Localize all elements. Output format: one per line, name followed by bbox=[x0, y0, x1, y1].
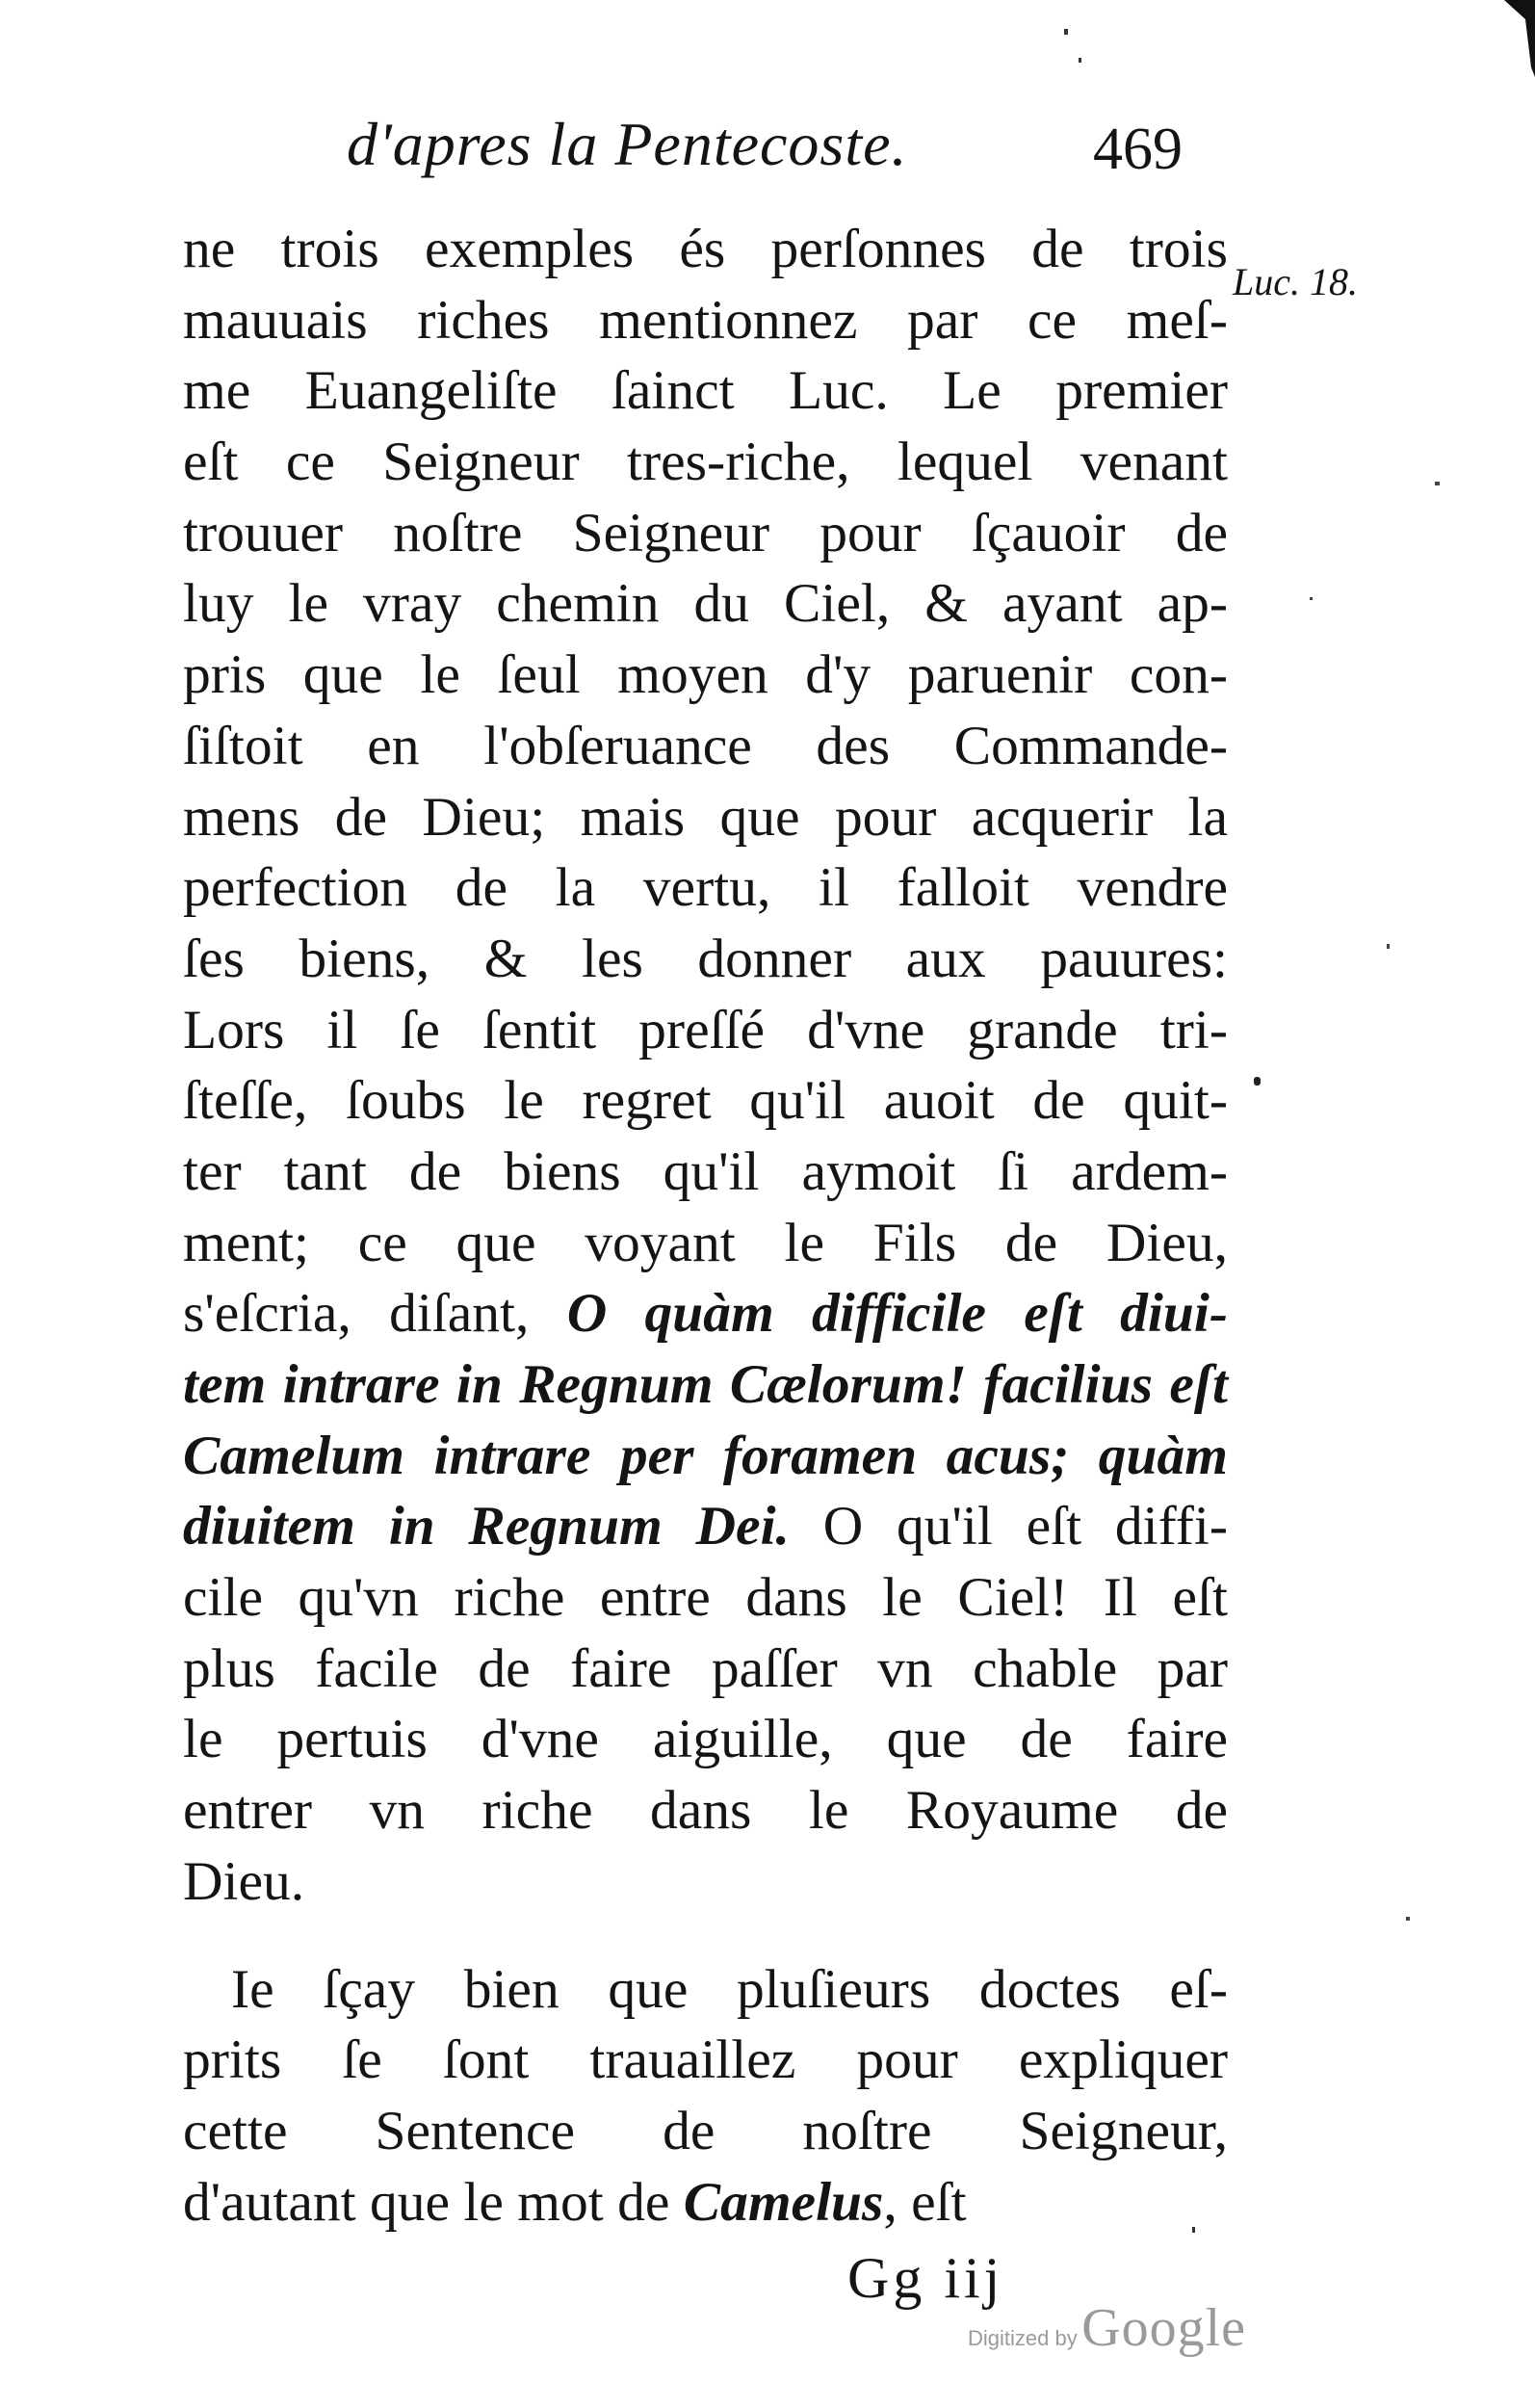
digitized-watermark bbox=[968, 2297, 1246, 2359]
text-line bbox=[183, 711, 1228, 782]
text-line bbox=[183, 782, 1228, 853]
text-span: perfection de la vertu, il falloit vendre bbox=[183, 857, 1228, 919]
scan-speck bbox=[1254, 1077, 1261, 1086]
scan-speck bbox=[1310, 597, 1313, 600]
google-logo: Google bbox=[1081, 2298, 1247, 2358]
text-line bbox=[183, 427, 1228, 498]
scan-speck bbox=[1387, 944, 1390, 949]
text-span: s'eſcria, diſant, bbox=[183, 1283, 567, 1345]
text-span: O qu'il eſt diffi- bbox=[789, 1496, 1228, 1557]
text-span: mauuais riches mentionnez par ce meſ- bbox=[183, 289, 1228, 351]
paragraph bbox=[183, 214, 1228, 1918]
text-line bbox=[183, 1775, 1228, 1846]
text-line bbox=[183, 1846, 1228, 1918]
running-head: d'apres la Pentecoste. bbox=[347, 110, 908, 178]
page-number: 469 bbox=[1093, 117, 1183, 182]
text-span: ment; ce que voyant le Fils de Dieu, bbox=[183, 1212, 1228, 1273]
text-line bbox=[183, 1421, 1228, 1492]
scan-speck bbox=[1406, 1917, 1410, 1921]
text-line bbox=[183, 1208, 1228, 1279]
text-line bbox=[183, 355, 1228, 427]
text-span: cile qu'vn riche entre dans le Ciel! Il eſt bbox=[183, 1567, 1228, 1629]
text-span: , eſt bbox=[883, 2171, 967, 2233]
scan-speck bbox=[1435, 482, 1440, 485]
text-span: d'autant que le mot de bbox=[183, 2171, 684, 2233]
text-span: Lors il ſe ſentit preſſé d'vne grande tri- bbox=[183, 999, 1228, 1060]
latin-quote: tem intrare in Regnum Cælorum! facilius eſt bbox=[183, 1354, 1228, 1415]
latin-quote: Camelus bbox=[683, 2171, 884, 2233]
text-line bbox=[183, 1634, 1228, 1705]
text-line bbox=[183, 640, 1228, 711]
text-line bbox=[183, 1491, 1228, 1562]
body-text bbox=[183, 214, 1228, 2238]
text-span: mens de Dieu; mais que pour acquerir la bbox=[183, 786, 1228, 848]
text-line bbox=[183, 1278, 1228, 1349]
text-line bbox=[183, 852, 1228, 924]
text-line bbox=[183, 1562, 1228, 1634]
latin-quote: Camelum intrare per foramen acus; quàm bbox=[183, 1425, 1228, 1486]
text-line bbox=[183, 214, 1228, 285]
text-span: ne trois exemples és perſonnes de trois bbox=[183, 219, 1228, 279]
page-corner-mark bbox=[1496, 0, 1535, 77]
text-span: me Euangeliſte ſainct Luc. Le premier bbox=[183, 360, 1228, 422]
paragraph-gap bbox=[183, 1918, 1228, 1954]
text-span: pris que le ſeul moyen d'y paruenir con- bbox=[183, 644, 1228, 706]
text-span: prits ſe ſont trauaillez pour expliquer bbox=[183, 2029, 1228, 2091]
latin-quote: O quàm difficile eſt diui- bbox=[566, 1283, 1228, 1345]
scan-speck bbox=[1079, 58, 1081, 63]
text-line bbox=[183, 1137, 1228, 1208]
text-span: ſteſſe, ſoubs le regret qu'il auoit de quit- bbox=[183, 1070, 1228, 1132]
text-span: luy le vray chemin du Ciel, & ayant ap- bbox=[183, 573, 1228, 635]
paragraph bbox=[183, 1954, 1228, 2238]
text-span: Ie ſçay bien que pluſieurs doctes eſ- bbox=[231, 1958, 1228, 2020]
text-line bbox=[183, 924, 1228, 995]
text-line bbox=[183, 2167, 1228, 2238]
text-span: eſt ce Seigneur tres-riche, lequel venant bbox=[183, 432, 1228, 493]
text-line bbox=[183, 995, 1228, 1066]
text-span: trouuer noſtre Seigneur pour ſçauoir de bbox=[183, 502, 1228, 563]
scan-speck bbox=[1064, 29, 1068, 35]
text-line bbox=[183, 2025, 1228, 2096]
margin-note: Luc. 18. bbox=[1233, 260, 1358, 303]
text-line bbox=[183, 1704, 1228, 1775]
text-span: cette Sentence de noſtre Seigneur, bbox=[183, 2100, 1228, 2161]
text-span: entrer vn riche dans le Royaume de bbox=[183, 1780, 1228, 1842]
latin-quote: diuitem in Regnum Dei. bbox=[183, 1496, 790, 1557]
text-line bbox=[183, 1954, 1228, 2026]
text-span: le pertuis d'vne aiguille, que de faire bbox=[183, 1709, 1228, 1770]
text-line bbox=[183, 568, 1228, 640]
scan-speck bbox=[1192, 2227, 1195, 2233]
text-line bbox=[183, 498, 1228, 569]
catchword: Gg iij bbox=[847, 2246, 1004, 2310]
watermark-prefix: Digitized by bbox=[968, 2326, 1078, 2350]
text-span: ſiſtoit en l'obſeruance des Commande- bbox=[183, 715, 1228, 776]
text-line bbox=[183, 1065, 1228, 1137]
text-line bbox=[183, 285, 1228, 356]
text-span: plus facile de faire paſſer vn chable par bbox=[183, 1637, 1228, 1699]
text-line bbox=[183, 1349, 1228, 1421]
text-span: ſes biens, & les donner aux pauures: bbox=[183, 928, 1228, 989]
text-line bbox=[183, 2096, 1228, 2167]
text-span: Dieu. bbox=[183, 1850, 305, 1912]
text-span: ter tant de biens qu'il aymoit ſi ardem- bbox=[183, 1140, 1228, 1202]
